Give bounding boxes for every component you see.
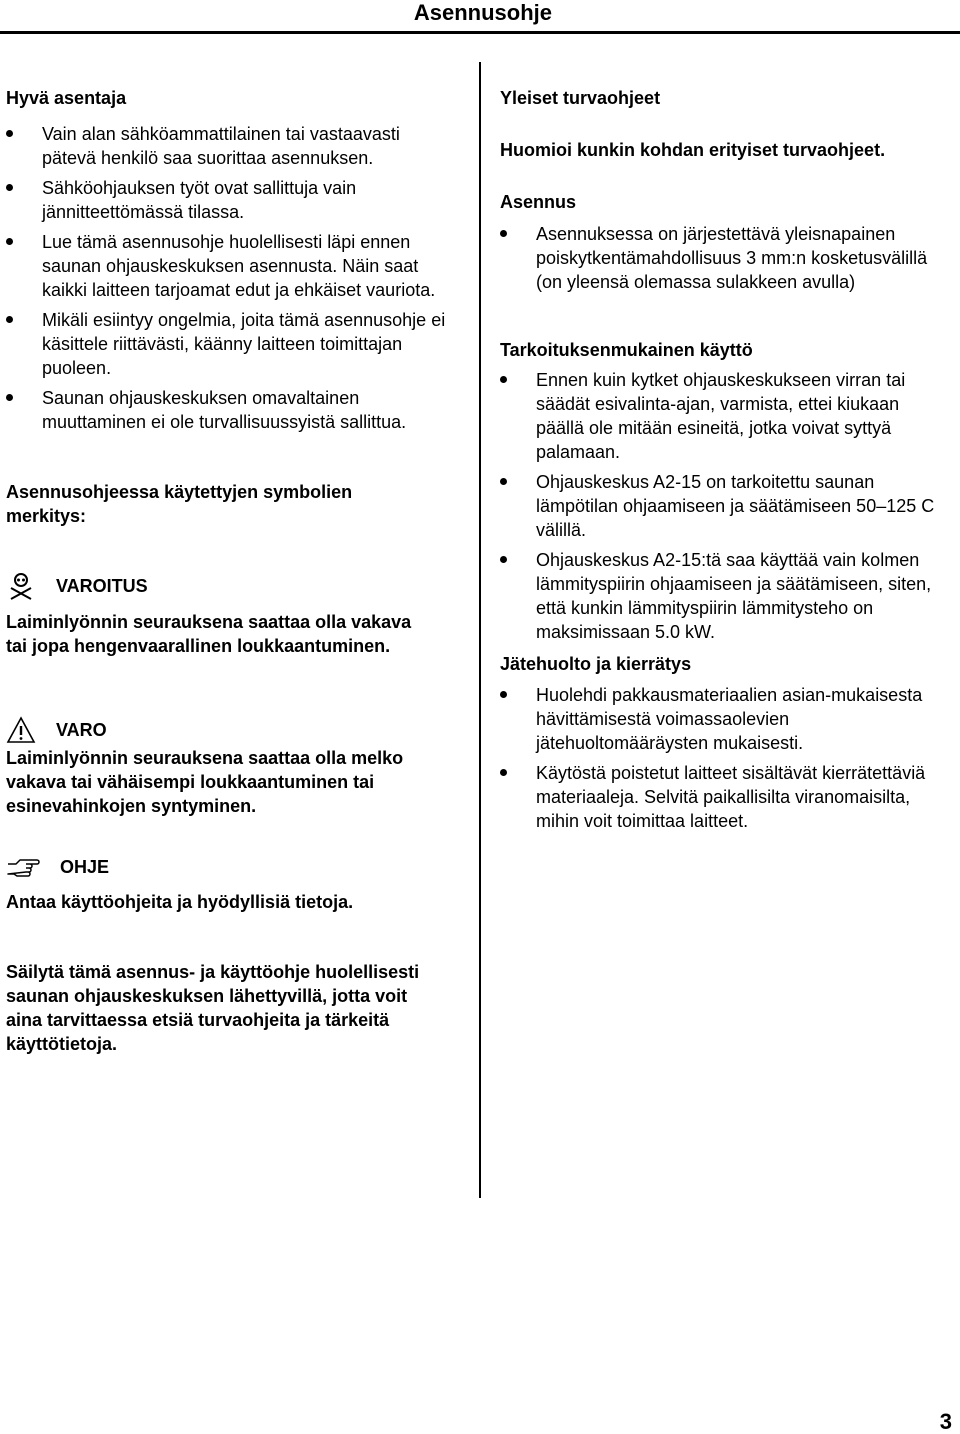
section-title-waste-recycling: Jätehuolto ja kierrätys	[500, 654, 692, 674]
intended-use-bullets	[500, 368, 952, 650]
list-item: Lue tämä asennusohje huolellisesti läpi ennen saunan ohjauskeskuksen asennusta. Näin saat kaikki laitteen tarjoamat edut ja ehkäiset vauriota.	[6, 230, 458, 302]
section-heading-dear-installer: Hyvä asentaja	[6, 88, 127, 108]
list-item: Huolehdi pakkausmateriaalien asian-mukaisesta hävittämisestä voimassaolevien jätehuoltomääräysten mukaisesti.	[500, 683, 952, 755]
list-item: Asennuksessa on järjestettävä yleisnapainen poiskytkentämahdollisuus 3 mm:n kosketusvälillä (on yleensä olemassa sulakkeen avulla)	[500, 222, 952, 294]
waste-recycling-bullets	[500, 683, 952, 839]
section-title-installation: Asennus	[500, 192, 577, 212]
header-rule	[0, 31, 960, 34]
installer-bullets	[6, 122, 458, 440]
section-heading-general-safety: Yleiset turvaohjeet	[500, 88, 661, 108]
column-divider	[479, 62, 481, 1198]
list-item: Vain alan sähköammattilainen tai vastaavasti pätevä henkilö saa suorittaa asennuksen.	[6, 122, 458, 170]
page-number: 3	[939, 1409, 952, 1434]
page-header-title: Asennusohje	[413, 0, 552, 25]
list-item: Käytöstä poistetut laitteet sisältävät kierrätettäviä materiaaleja. Selvitä paikallisilta viranomaisilta, mihin voit toimittaa laitteet.	[500, 761, 952, 833]
symbols-heading: Asennusohjeessa käytettyjen symbolien merkitys:	[6, 482, 353, 526]
caution-symbol-row	[6, 715, 107, 745]
list-item: Sähköohjauksen työt ovat sallittuja vain jännitteettömässä tilassa.	[6, 176, 458, 224]
warning-symbol-row	[6, 571, 148, 601]
list-item: Ohjauskeskus A2-15:tä saa käyttää vain kolmen lämmityspiirin ohjaamiseen ja säätämiseen, siten, että kunkin lämmityspiirin lämmitysteho on maksimissaan 5.0 kW.	[500, 548, 952, 644]
note-text: Antaa käyttöohjeita ja hyödyllisiä tietoja.	[6, 892, 354, 912]
installation-bullets	[500, 222, 952, 300]
list-item: Ohjauskeskus A2-15 on tarkoitettu saunan lämpötilan ohjaamiseen ja säätämiseen 50–125 C välillä.	[500, 470, 952, 542]
section-title-intended-use: Tarkoituksenmukainen käyttö	[500, 340, 753, 360]
note-label: OHJE	[60, 857, 110, 877]
warning-text: Laiminlyönnin seurauksena saattaa olla vakava tai jopa hengenvaarallinen loukkaantuminen.	[6, 612, 412, 656]
list-item: Ennen kuin kytket ohjauskeskukseen virran tai säädät esivalinta-ajan, varmista, ettei kiukaan päällä ole mitään esineitä, jotka voivat syttyä palamaan.	[500, 368, 952, 464]
warning-triangle-icon	[6, 715, 36, 745]
caution-text: Laiminlyönnin seurauksena saattaa olla melko vakava tai vähäisempi loukkaantuminen tai esinevahinkojen syntyminen.	[6, 748, 404, 816]
storage-instruction: Säilytä tämä asennus- ja käyttöohje huolellisesti saunan ohjauskeskuksen lähettyvillä, jotta voit aina tarvittaessa etsiä turvaohjeita ja tärkeitä käyttötietoja.	[6, 962, 420, 1054]
skull-crossbones-icon	[6, 571, 36, 601]
list-item: Saunan ohjauskeskuksen omavaltainen muuttaminen ei ole turvallisuussyistä sallittua.	[6, 386, 458, 434]
pointing-hand-icon	[6, 852, 40, 882]
safety-intro: Huomioi kunkin kohdan erityiset turvaohjeet.	[500, 140, 886, 160]
note-symbol-row	[6, 852, 109, 882]
caution-label: VARO	[56, 720, 107, 740]
list-item: Mikäli esiintyy ongelmia, joita tämä asennusohje ei käsittele riittävästi, käänny laitteen toimittajan puoleen.	[6, 308, 458, 380]
warning-label: VAROITUS	[56, 576, 148, 596]
